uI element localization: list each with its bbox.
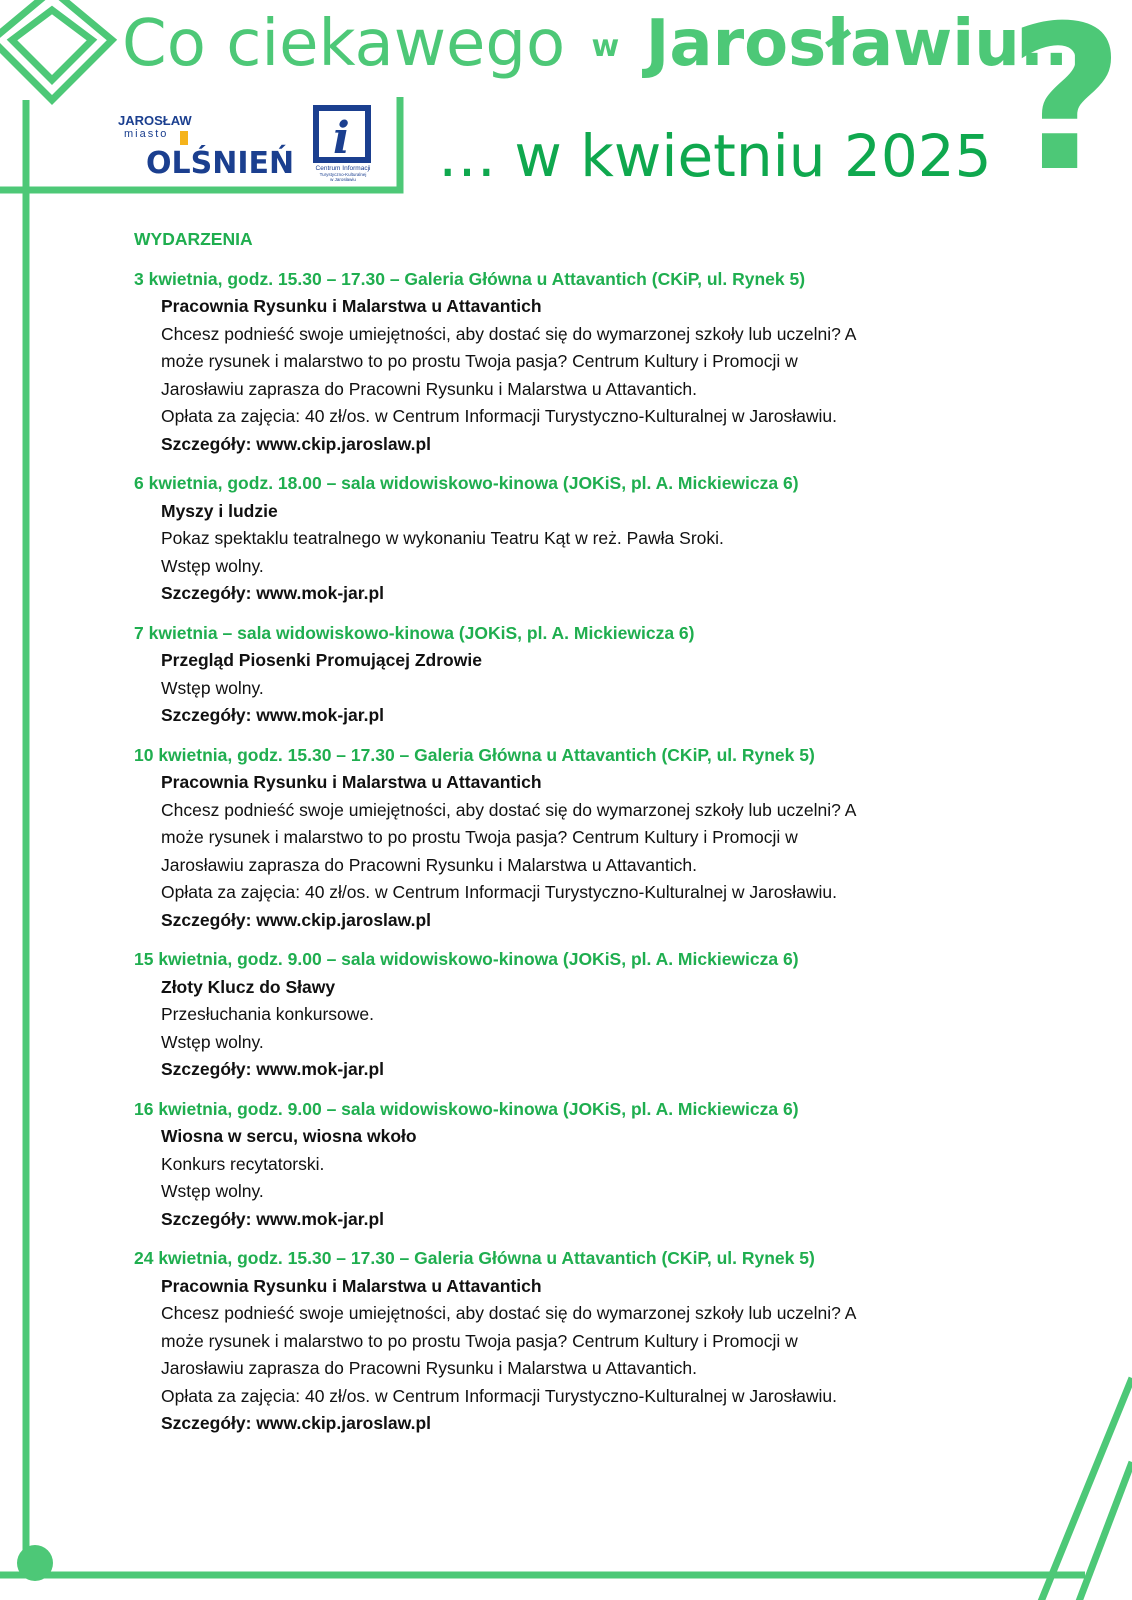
event-date-place: 24 kwietnia, godz. 15.30 – 17.30 – Galeria Główna u Attavantich (CKiP, ul. Rynek 5) bbox=[134, 1248, 815, 1268]
event-details-link[interactable]: Szczegóły: www.mok-jar.pl bbox=[161, 705, 385, 725]
jaroslaw-city-logo bbox=[116, 105, 295, 181]
info-logo-caption-3: w Jarosławiu bbox=[330, 177, 356, 182]
event-item bbox=[134, 266, 1014, 459]
event-desc-line: Wstęp wolny. bbox=[161, 1031, 264, 1052]
title-start: Co ciekawego bbox=[122, 7, 566, 81]
event-title: Przegląd Piosenki Promującej Zdrowie bbox=[161, 650, 482, 670]
event-desc-line: Pokaz spektaklu teatralnego w wykonaniu Teatru Kąt w reż. Pawła Sroki. bbox=[161, 528, 724, 548]
info-center-logo bbox=[310, 103, 376, 183]
event-desc-line: Chcesz podnieść swoje umiejętności, aby dostać się do wymarzonej szkoły lub uczelni? A bbox=[161, 323, 857, 344]
title-w: w bbox=[591, 29, 620, 65]
event-title: Myszy i ludzie bbox=[161, 500, 278, 521]
event-desc-line: Wstęp wolny. bbox=[161, 555, 264, 576]
event-item bbox=[134, 620, 1014, 730]
event-date-place: 6 kwietnia, godz. 18.00 – sala widowiskowo-kinowa (JOKiS, pl. A. Mickiewicza 6) bbox=[134, 473, 799, 493]
frame-bottom-circle bbox=[17, 1545, 53, 1581]
event-details-link[interactable]: Szczegóły: www.ckip.jaroslaw.pl bbox=[161, 433, 432, 454]
event-details-link[interactable]: Szczegóły: www.ckip.jaroslaw.pl bbox=[161, 909, 432, 930]
event-item bbox=[134, 1096, 1014, 1234]
event-title: Wiosna w sercu, wiosna wkoło bbox=[161, 1126, 417, 1146]
event-details-link[interactable]: Szczegóły: www.ckip.jaroslaw.pl bbox=[161, 1413, 432, 1433]
event-date-place: 3 kwietnia, godz. 15.30 – 17.30 – Galeria Główna u Attavantich (CKiP, ul. Rynek 5) bbox=[134, 268, 806, 289]
event-title: Pracownia Rysunku i Malarstwa u Attavantich bbox=[161, 772, 542, 792]
event-date-place: 16 kwietnia, godz. 9.00 – sala widowiskowo-kinowa (JOKiS, pl. A. Mickiewicza 6) bbox=[134, 1098, 799, 1119]
event-item bbox=[134, 742, 1014, 935]
event-date-place: 15 kwietnia, godz. 9.00 – sala widowiskowo-kinowa (JOKiS, pl. A. Mickiewicza 6) bbox=[134, 949, 799, 969]
event-desc-line: Jarosławiu zaprasza do Pracowni Rysunku i Malarstwa u Attavantich. bbox=[161, 378, 697, 399]
event-date-place: 10 kwietnia, godz. 15.30 – 17.30 – Galeria Główna u Attavantich (CKiP, ul. Rynek 5) bbox=[134, 744, 815, 765]
event-title: Pracownia Rysunku i Malarstwa u Attavantich bbox=[161, 296, 542, 316]
event-desc-line: Wstęp wolny. bbox=[161, 677, 264, 698]
event-desc-line: Chcesz podnieść swoje umiejętności, aby dostać się do wymarzonej szkoły lub uczelni? A bbox=[161, 1303, 857, 1323]
question-mark-glyph: ? bbox=[1008, 0, 1125, 216]
logo-jaroslaw-text: JAROSŁAW bbox=[118, 113, 192, 128]
event-desc-line: Jarosławiu zaprasza do Pracowni Rysunku i Malarstwa u Attavantich. bbox=[161, 854, 697, 875]
events-content bbox=[134, 226, 1014, 1450]
event-title: Złoty Klucz do Sławy bbox=[161, 976, 336, 997]
title-city: Jarosławiu... bbox=[645, 7, 1093, 81]
event-desc-line: może rysunek i malarstwo to po prostu Twoja pasja? Centrum Kultury i Promocji w bbox=[161, 351, 798, 371]
event-desc-line: Wstęp wolny. bbox=[161, 1181, 264, 1201]
event-desc-line: może rysunek i malarstwo to po prostu Twoja pasja? Centrum Kultury i Promocji w bbox=[161, 827, 798, 847]
event-item bbox=[134, 1245, 1014, 1438]
info-logo-caption-2: Turystyczno-Kulturalnej bbox=[319, 172, 367, 177]
event-desc-line: Chcesz podnieść swoje umiejętności, aby dostać się do wymarzonej szkoły lub uczelni? A bbox=[161, 799, 857, 820]
event-desc-line: Opłata za zajęcia: 40 zł/os. w Centrum Informacji Turystyczno-Kulturalnej w Jarosławiu. bbox=[161, 882, 837, 902]
event-desc-line: Przesłuchania konkursowe. bbox=[161, 1004, 375, 1024]
info-logo-caption-1: Centrum Informacji bbox=[315, 165, 371, 172]
event-desc-line: Opłata za zajęcia: 40 zł/os. w Centrum Informacji Turystyczno-Kulturalnej w Jarosławiu. bbox=[161, 406, 837, 426]
logo-miasto-text: miasto bbox=[124, 128, 169, 140]
event-desc-line: Opłata za zajęcia: 40 zł/os. w Centrum Informacji Turystyczno-Kulturalnej w Jarosławiu. bbox=[161, 1385, 837, 1406]
page-title bbox=[122, 7, 1093, 81]
page-subtitle: … w kwietniu 2025 bbox=[438, 122, 992, 190]
event-date-place: 7 kwietnia – sala widowiskowo-kinowa (JOKiS, pl. A. Mickiewicza 6) bbox=[134, 622, 695, 643]
event-item bbox=[134, 946, 1014, 1084]
logo-tower-shape bbox=[180, 131, 188, 145]
event-desc-line: Jarosławiu zaprasza do Pracowni Rysunku i Malarstwa u Attavantich. bbox=[161, 1358, 697, 1378]
logo-olsnien-text: OLŚNIEŃ bbox=[146, 146, 295, 181]
info-i-icon: i bbox=[333, 113, 350, 164]
event-details-link[interactable]: Szczegóły: www.mok-jar.pl bbox=[161, 1208, 385, 1229]
event-details-link[interactable]: Szczegóły: www.mok-jar.pl bbox=[161, 1059, 385, 1079]
event-details-link[interactable]: Szczegóły: www.mok-jar.pl bbox=[161, 583, 385, 603]
event-desc-line: Konkurs recytatorski. bbox=[161, 1153, 325, 1174]
section-title-events: WYDARZENIA bbox=[134, 229, 253, 249]
event-item bbox=[134, 470, 1014, 608]
event-desc-line: może rysunek i malarstwo to po prostu Twoja pasja? Centrum Kultury i Promocji w bbox=[161, 1330, 798, 1351]
event-title: Pracownia Rysunku i Malarstwa u Attavantich bbox=[161, 1275, 542, 1296]
